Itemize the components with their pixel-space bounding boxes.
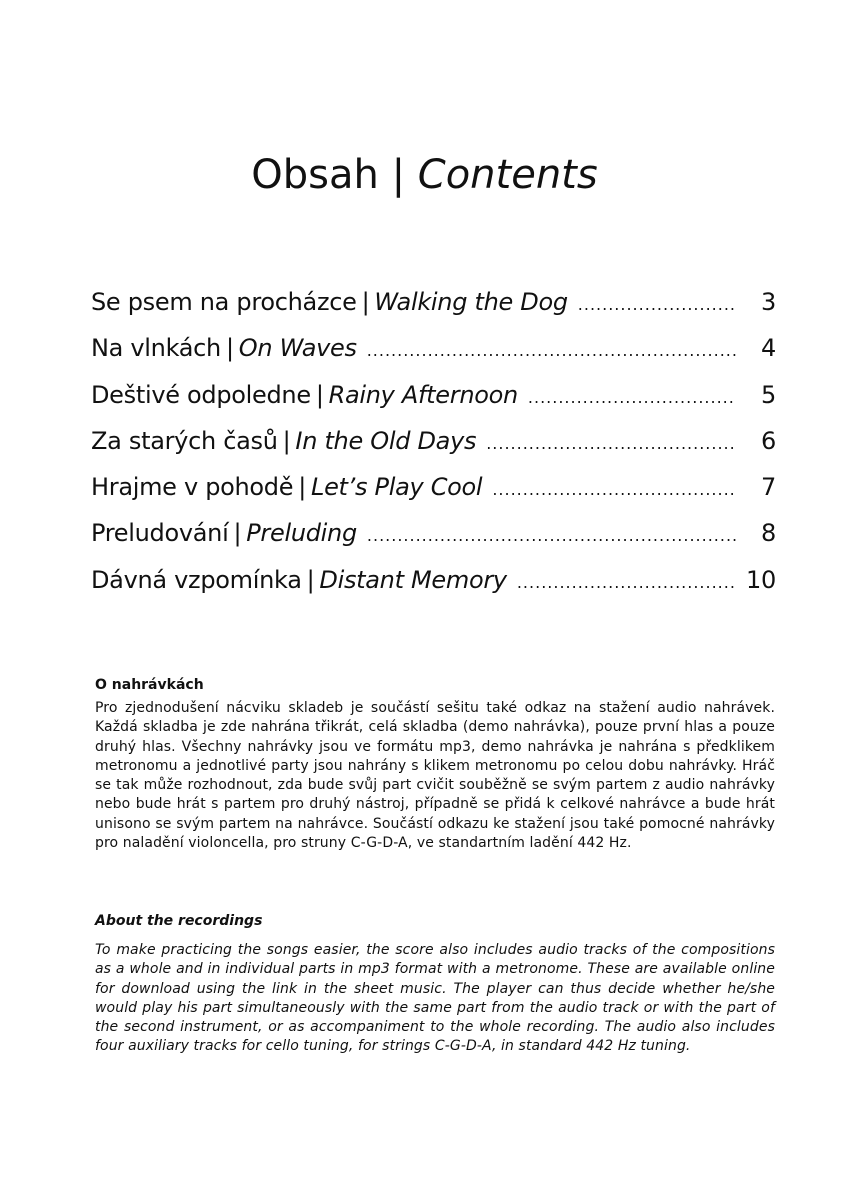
toc-separator: |	[306, 565, 315, 594]
toc-entry[interactable]	[91, 421, 776, 467]
toc-separator: |	[361, 288, 370, 316]
toc-title-english: Walking the Dog	[374, 288, 568, 316]
toc-title-czech: Za starých časů	[91, 426, 278, 455]
title-czech: Obsah	[251, 152, 379, 198]
toc-entry[interactable]	[91, 282, 776, 328]
toc-leader-dots	[492, 470, 736, 510]
toc-separator: |	[282, 426, 291, 455]
toc-entry[interactable]	[91, 560, 776, 606]
toc-page-number: 5	[761, 380, 776, 409]
toc-title-english: Preluding	[246, 519, 357, 548]
section-heading: About the recordings	[95, 913, 263, 929]
toc-page-number: 7	[761, 473, 776, 502]
toc-title-czech: Na vlnkách	[91, 334, 221, 363]
title-separator: |	[391, 152, 406, 198]
toc-title-czech: Dávná vzpomínka	[91, 565, 302, 594]
toc-title-czech: Deštivé odpoledne	[91, 380, 311, 409]
toc-title-english: Let’s Play Cool	[311, 473, 483, 502]
toc-entry[interactable]	[91, 375, 776, 421]
toc-title-english: Rainy Afternoon	[328, 380, 518, 409]
toc-leader-dots	[528, 378, 736, 418]
toc-entry[interactable]	[91, 328, 776, 374]
about-recordings-czech	[95, 676, 775, 853]
about-recordings-english	[95, 912, 775, 1057]
toc-page-number: 10	[746, 565, 776, 594]
toc-title-czech: Se psem na procházce	[91, 288, 357, 316]
toc-page-number: 6	[761, 426, 776, 455]
toc-leader-dots	[486, 424, 736, 464]
toc-title-czech: Preludování	[91, 519, 229, 548]
toc-separator: |	[233, 519, 242, 548]
title-english: Contents	[417, 152, 598, 198]
toc-title-english: Distant Memory	[319, 565, 507, 594]
toc-entry[interactable]	[91, 513, 776, 559]
toc-page-number: 4	[761, 334, 776, 363]
toc-leader-dots	[517, 563, 736, 603]
toc-title-english: On Waves	[238, 334, 357, 363]
toc-leader-dots	[367, 516, 736, 556]
toc-entry[interactable]	[91, 467, 776, 513]
toc-separator: |	[225, 334, 234, 363]
toc-separator: |	[298, 473, 307, 502]
toc-leader-dots	[578, 285, 736, 325]
section-paragraph: Pro zjednodušení nácviku skladeb je součástí sešitu také odkaz na stažení audio nahrávek. Každá skladba je zde nahrána třikrát, celá skladba (demo nahrávka), pouze první hlas a pouze druhý hlas. Všechny nahrávky jsou ve formátu mp3, demo nahrávka je nahrána s předklikem metronomu a jednotlivé party jsou nahrány s klikem metronomu po celou dobu nahrávky. Hráč se tak může rozhodnout, zda bude svůj part cvičit souběžně se svým partem z audio nahrávky nebo bude hrát s partem pro druhý nástroj, případně se přidá k celkové nahrávce a bude hrát unisono se svým partem na nahrávce. Součástí odkazu ke stažení jsou také pomocné nahrávky pro naladění violoncella, pro struny C-G-D-A, ve standartním ladění 442 Hz.	[95, 700, 775, 852]
toc-title-english: In the Old Days	[295, 426, 477, 455]
toc-separator: |	[315, 380, 324, 409]
toc-title-czech: Hrajme v pohodě	[91, 473, 294, 502]
section-heading: O nahrávkách	[95, 677, 204, 693]
section-paragraph: To make practicing the songs easier, the score also includes audio tracks of the compositions as a whole and in individual parts in mp3 format with a metronome. These are available online for download using the link in the sheet music. The player can thus decide whether he/she would play his part simultaneously with the same part from the audio track or with the part of the second instrument, or as accompaniment to the whole recording. The audio also includes four auxiliary tracks for cello tuning, for strings C-G-D-A, in standard 442 Hz tuning.	[95, 942, 775, 1055]
toc-page-number: 3	[761, 288, 776, 316]
page-title	[0, 150, 849, 200]
toc-leader-dots	[367, 331, 736, 371]
table-of-contents	[91, 282, 776, 606]
toc-page-number: 8	[761, 519, 776, 548]
